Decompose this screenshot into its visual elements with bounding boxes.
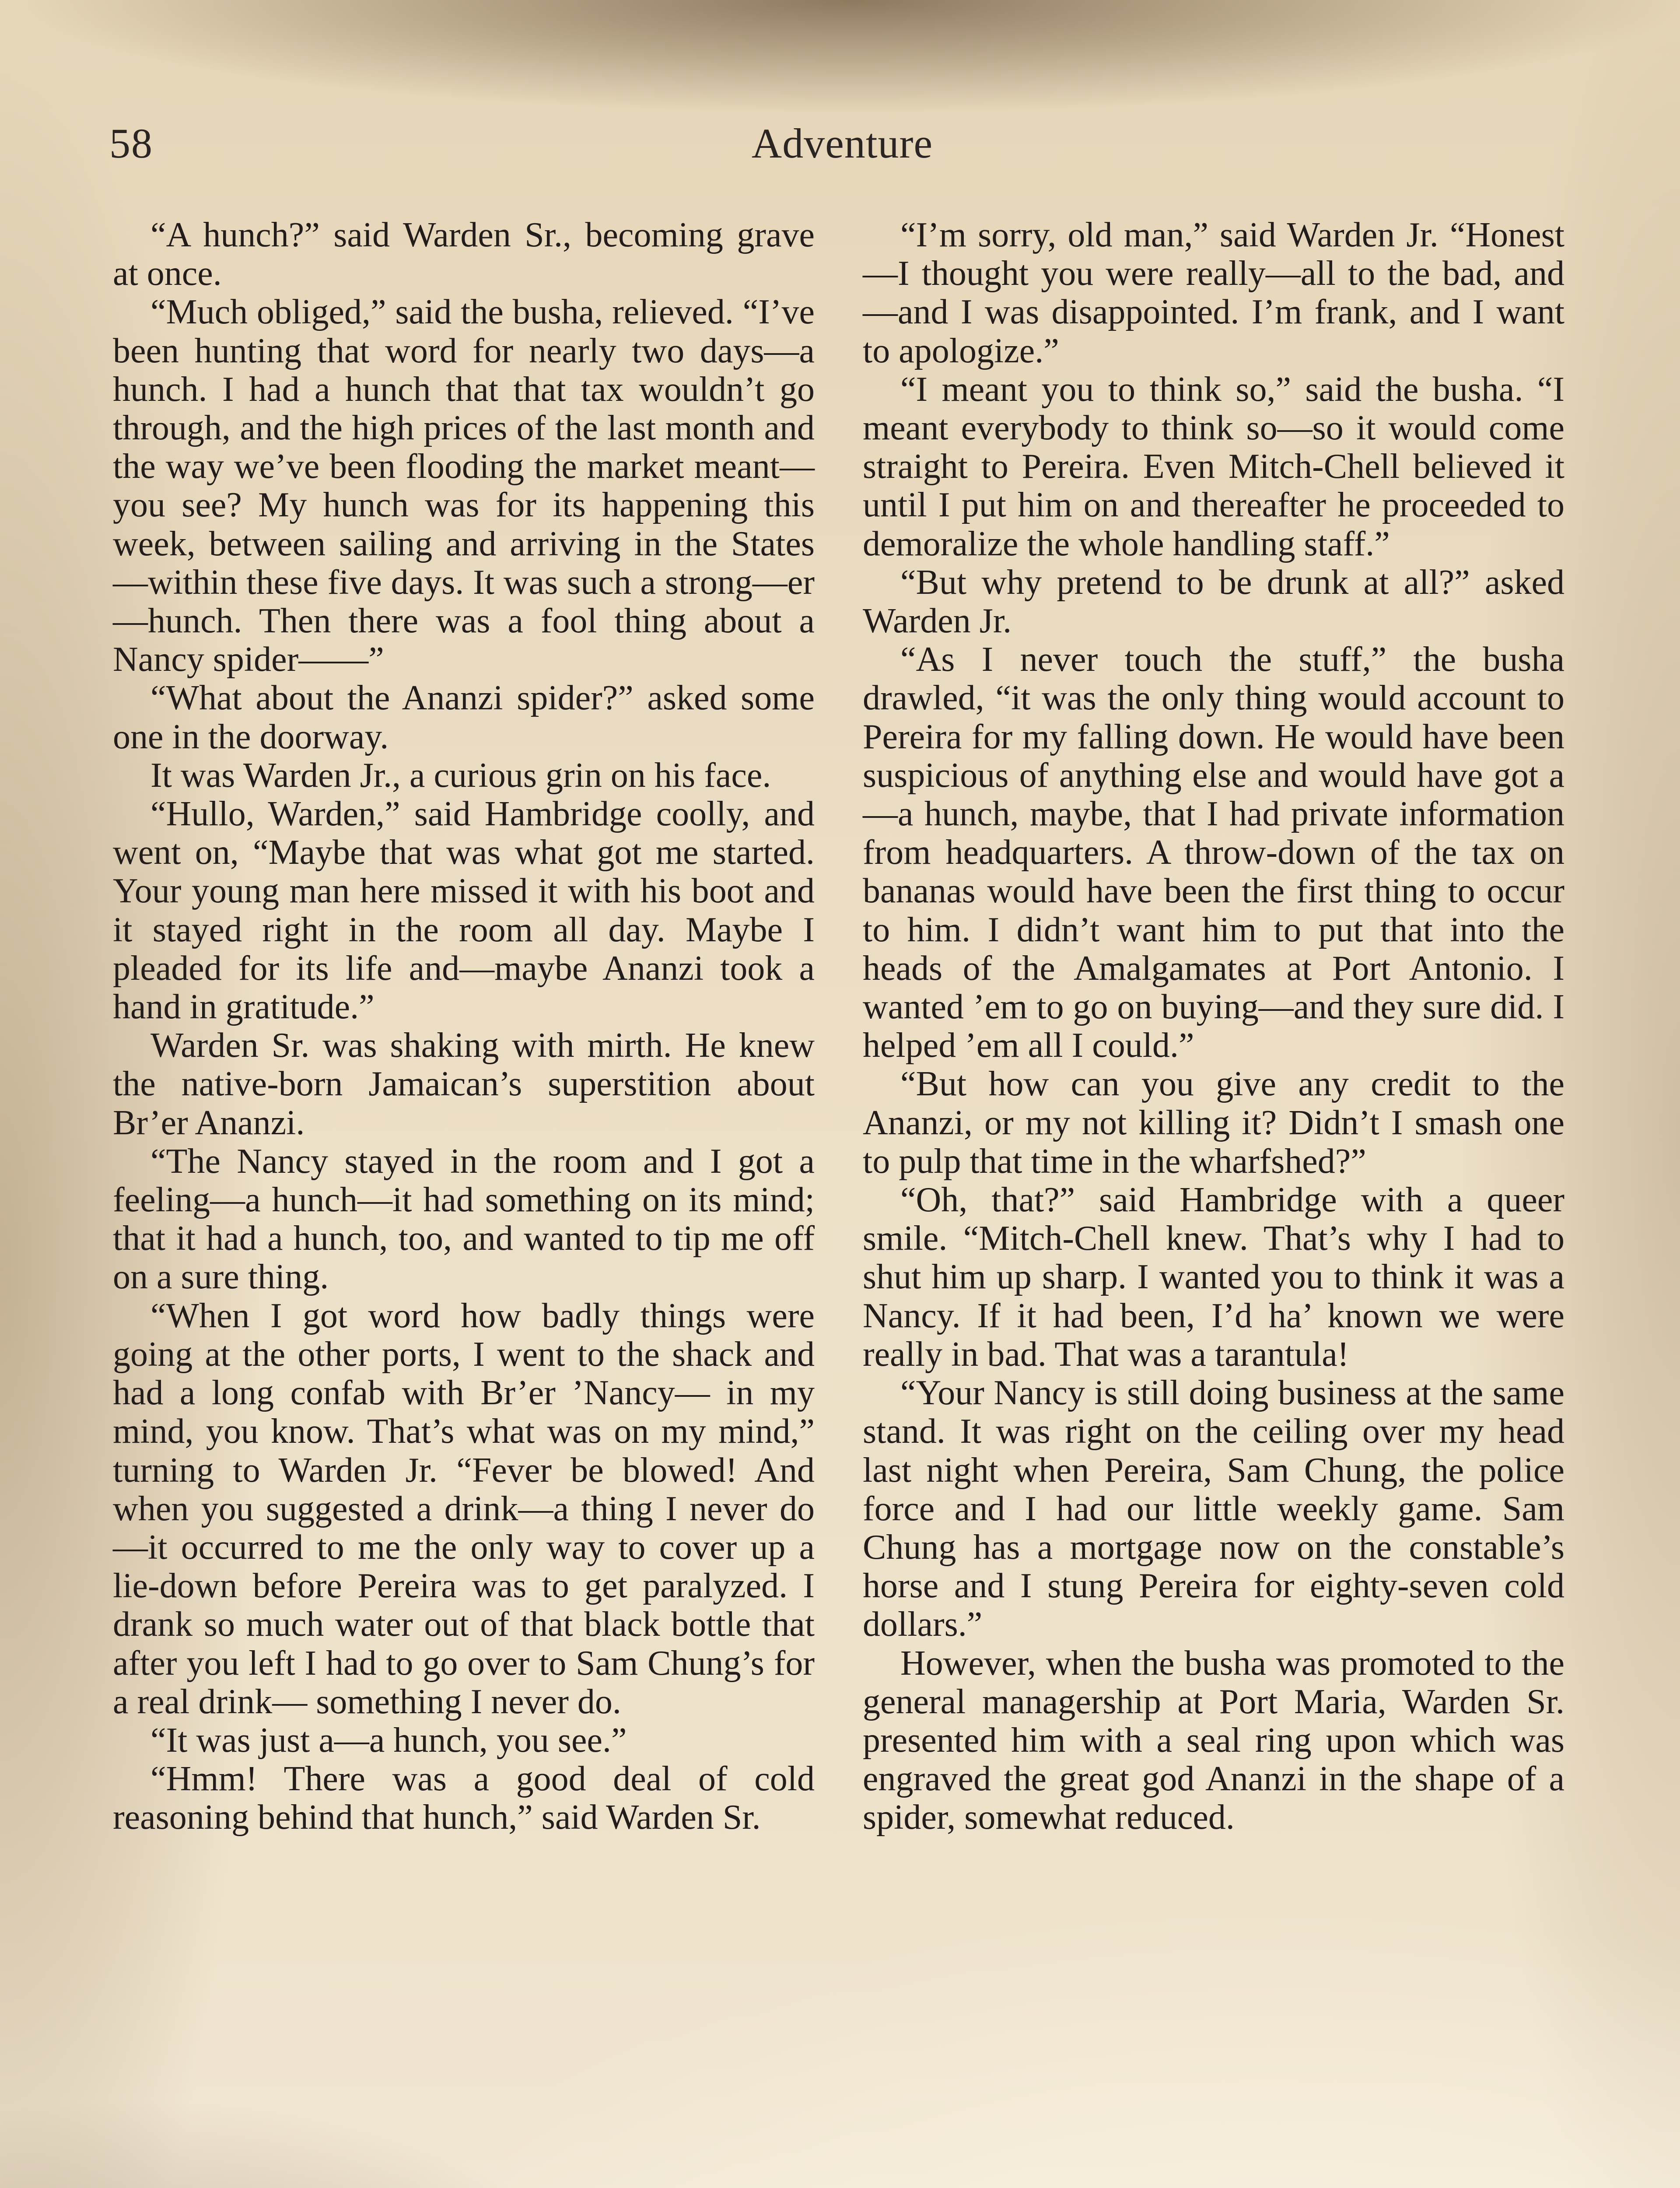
paragraph: “But how can you give any credit to the Ananzi, or my not killing it? Didn’t I smash one to pulp that time in the wharfshed?”: [863, 1065, 1564, 1181]
paragraph: “Hullo, Warden,” said Hambridge coolly, and went on, “Maybe that was what got me started. Your young man here missed it with his boot and it stayed right in the room all day. Maybe I pleaded for its life and—maybe Ananzi took a hand in gratitude.”: [113, 795, 815, 1027]
paragraph: “Oh, that?” said Hambridge with a queer smile. “Mitch-Chell knew. That’s why I had to shut him up sharp. I wanted you to think it was a Nancy. If it had been, I’d ha’ known we were really in bad. That was a tarantula!: [863, 1181, 1564, 1374]
paragraph: “The Nancy stayed in the room and I got a feeling—a hunch—it had something on its mind; that it had a hunch, too, and wanted to tip me off on a sure thing.: [113, 1142, 815, 1297]
running-head-title: Adventure: [751, 120, 933, 167]
paragraph: It was Warden Jr., a curious grin on his face.: [150, 756, 771, 795]
text-column-right: [863, 216, 1564, 1837]
paragraph: However, when the busha was promoted to the general managership at Port Maria, Warden Sr. presented him with a seal ring upon which was engraved the great god Ananzi in the shape of a spider, somewhat reduced.: [863, 1644, 1564, 1837]
paragraph: “As I never touch the stuff,” the busha drawled, “it was the only thing would account to Pereira for my falling down. He would have been suspicious of anything else and would have got a—a hunch, maybe, that I had private information from headquarters. A throw-down of the tax on bananas would have been the first thing to occur to him. I didn’t want him to put that into the heads of the Amalgamates at Port Antonio. I wanted ’em to go on buying—and they sure did. I helped ’em all I could.”: [863, 640, 1564, 1065]
paragraph: “But why pretend to be drunk at all?” asked Warden Jr.: [863, 563, 1564, 641]
page-header: [109, 119, 1575, 180]
paragraph: “When I got word how badly things were going at the other ports, I went to the shack and had a long confab with Br’er ’Nancy— in my mind, you know. That’s what was on my mind,” turning to Warden Jr. “Fever be blowed! And when you suggested a drink—a thing I never do—it occurred to me the only way to cover up a lie-down before Pereira was to get paralyzed. I drank so much water out of that black bottle that after you left I had to go over to Sam Chung’s for a real drink— something I never do.: [113, 1296, 815, 1721]
page-number: 58: [109, 120, 153, 167]
paragraph: “I’m sorry, old man,” said Warden Jr. “Honest—I thought you were really—all to the bad, and—and I was disappointed. I’m frank, and I want to apologize.”: [863, 216, 1564, 370]
paragraph: “It was just a—a hunch, you see.”: [150, 1721, 627, 1760]
paragraph: “What about the Ananzi spider?” asked some one in the doorway.: [113, 679, 815, 756]
paragraph: “I meant you to think so,” said the busha. “I meant everybody to think so—so it would come straight to Pereira. Even Mitch-Chell believed it until I put him on and thereafter he proceeded to demoralize the whole handling staff.”: [863, 370, 1564, 563]
paragraph: “Hmm! There was a good deal of cold reasoning behind that hunch,” said Warden Sr.: [113, 1760, 815, 1837]
paragraph: “Much obliged,” said the busha, relieved. “I’ve been hunting that word for nearly two days—a hunch. I had a hunch that that tax wouldn’t go through, and the high prices of the last month and the way we’ve been flooding the market meant— you see? My hunch was for its happening this week, between sailing and arriving in the States—within these five days. It was such a strong—er—hunch. Then there was a fool thing about a Nancy spider——”: [113, 293, 815, 679]
paragraph: Warden Sr. was shaking with mirth. He knew the native-born Jamaican’s superstition about Br’er Ananzi.: [113, 1026, 815, 1142]
paragraph: “A hunch?” said Warden Sr., becoming grave at once.: [113, 216, 815, 293]
paragraph: “Your Nancy is still doing business at the same stand. It was right on the ceiling over my head last night when Pereira, Sam Chung, the police force and I had our little weekly game. Sam Chung has a mortgage now on the constable’s horse and I stung Pereira for eighty-seven cold dollars.”: [863, 1374, 1564, 1644]
text-column-left: [113, 216, 815, 1837]
